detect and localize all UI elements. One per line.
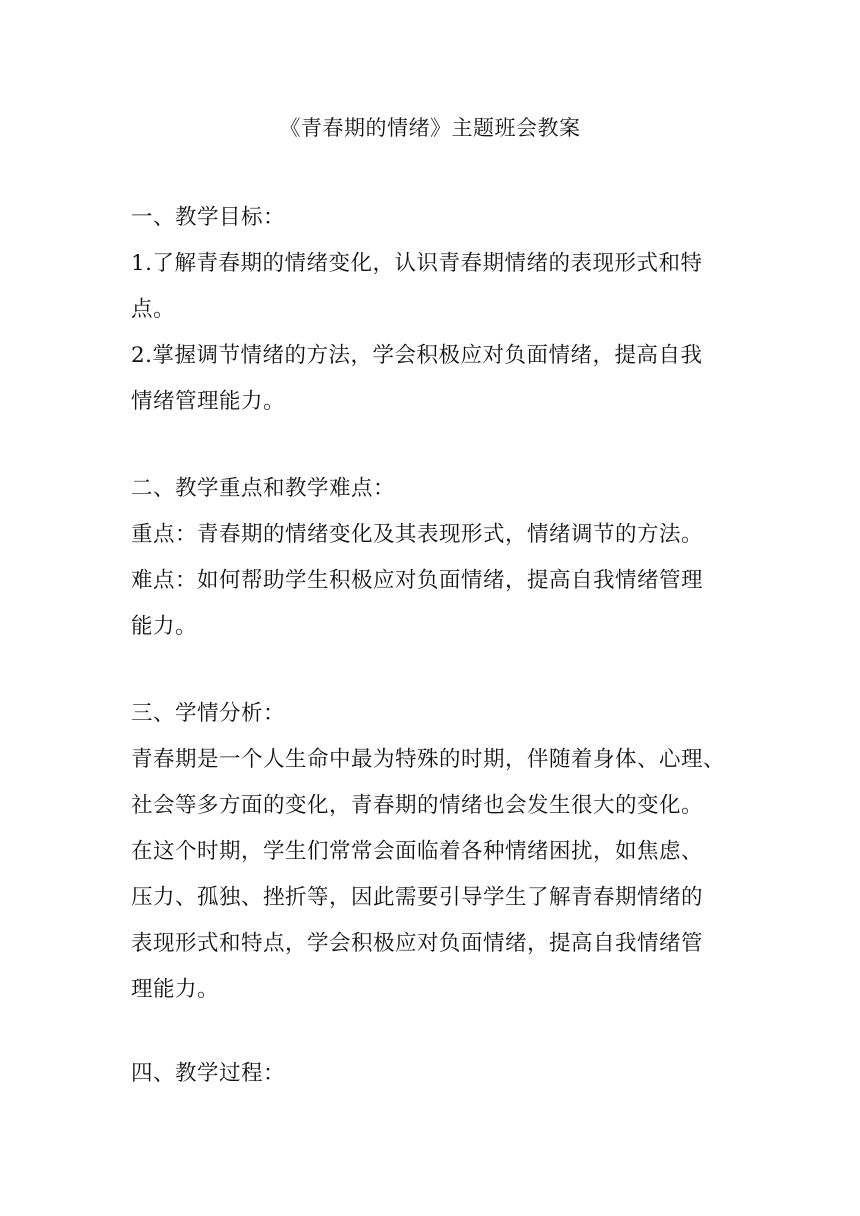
paragraph-line: 2.掌握调节情绪的方法，学会积极应对负面情绪，提高自我 [131,343,703,368]
section-heading: 三、学情分析： [131,701,286,726]
paragraph-line: 重点：青春期的情绪变化及其表现形式，情绪调节的方法。 [131,522,704,547]
paragraph-line: 理能力。 [131,977,220,1002]
paragraph-line: 情绪管理能力。 [131,389,286,414]
paragraph-line: 表现形式和特点，学会积极应对负面情绪，提高自我情绪管 [131,931,704,956]
section-student-analysis [131,691,731,1013]
paragraph-line: 压力、孤独、挫折等，因此需要引导学生了解青春期情绪的 [131,885,704,910]
section-heading: 四、教学过程： [131,1061,286,1086]
paragraph-line: 能力。 [131,614,198,639]
paragraph-line: 社会等多方面的变化，青春期的情绪也会发生很大的变化。 [131,793,704,818]
section-teaching-process [131,1051,731,1097]
paragraph-line: 1.了解青春期的情绪变化，认识青春期情绪的表现形式和特 [131,251,703,276]
section-heading: 二、教学重点和教学难点： [131,476,396,501]
section-key-points [131,466,731,650]
document-title: 《青春期的情绪》主题班会教案 [279,116,581,140]
section-objectives [131,195,731,425]
paragraph-line: 青春期是一个人生命中最为特殊的时期，伴随着身体、心理、 [131,747,726,772]
paragraph-line: 难点：如何帮助学生积极应对负面情绪，提高自我情绪管理 [131,568,704,593]
paragraph-line: 在这个时期，学生们常常会面临着各种情绪困扰，如焦虑、 [131,839,704,864]
paragraph-line: 点。 [131,297,176,322]
section-heading: 一、教学目标： [131,205,286,230]
